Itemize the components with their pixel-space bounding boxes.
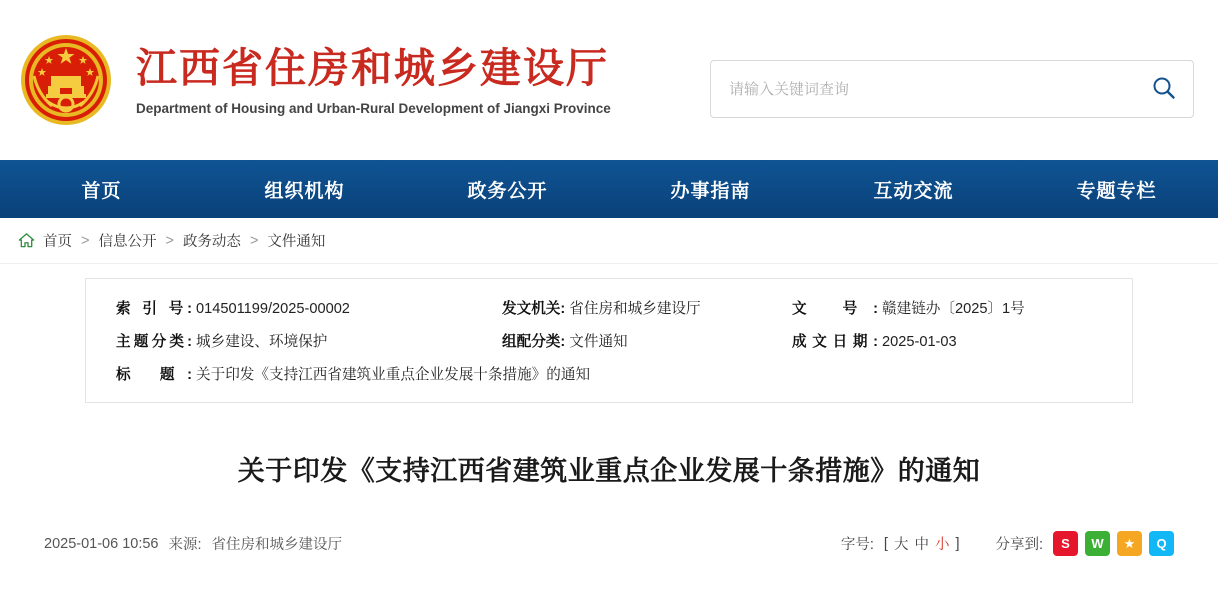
metadata-value: 014501199/2025-00002 [196,301,350,317]
metadata-row-title [116,363,1102,384]
site-title-block [136,44,611,116]
site-title-cn: 江西省住房和城乡建设厅 [136,43,609,92]
search-box[interactable] [710,60,1194,118]
breadcrumb-separator: > [165,232,174,249]
metadata-label: 成文日期: [792,334,878,350]
share-icons [1053,531,1174,556]
search-button[interactable] [1135,61,1193,117]
metadata-row [116,297,1102,318]
article-info [44,533,342,554]
metadata-value: 关于印发《支持江西省建筑业重点企业发展十条措施》的通知 [196,367,591,383]
metadata-label: 组配分类: [502,334,566,350]
article-toolbar [0,521,1218,567]
breadcrumb-item-document-notice[interactable]: 文件通知 [267,234,326,250]
metadata-group-category [502,330,792,351]
metadata-label: 标 题: [116,367,192,383]
metadata-label: 发文机关: [502,301,566,317]
breadcrumb-item-government-news[interactable]: 政务动态 [182,234,241,250]
breadcrumb-separator: > [249,232,259,249]
metadata-value: 省住房和城乡建设厅 [569,301,701,317]
metadata-issuing-agency [502,297,792,318]
breadcrumb-item-info-disclosure[interactable]: 信息公开 [98,234,157,250]
site-title-en: Department of Housing and Urban-Rural Development of Jiangxi Province [136,101,611,117]
breadcrumb-item-home[interactable]: 首页 [43,234,72,250]
nav-item-service-guide[interactable]: 办事指南 [670,180,751,202]
metadata-index-number [116,297,502,318]
source-label: 来源: [168,537,202,554]
metadata-value: 文件通知 [569,334,628,350]
metadata-row [116,330,1102,351]
qq-icon[interactable]: Q [1149,531,1174,556]
nav-item-organization[interactable]: 组织机构 [264,180,345,202]
nav-item-home[interactable]: 首页 [81,180,122,202]
fontsize-large[interactable]: 大 [893,537,909,554]
site-header [0,0,1218,160]
nav-item-interaction[interactable]: 互动交流 [873,180,954,202]
breadcrumb-separator: > [81,232,90,249]
metadata-title [116,363,590,384]
fontsize-switcher [884,533,960,554]
metadata-subject-category [116,330,502,351]
sina-weibo-icon[interactable]: S [1053,531,1078,556]
metadata-label: 索 引 号: [116,301,192,317]
source-value: 省住房和城乡建设厅 [211,537,343,554]
sohu-icon[interactable]: ★ [1117,531,1142,556]
metadata-value: 城乡建设、环境保护 [196,334,328,350]
fontsize-small[interactable]: 小 [934,537,950,554]
main-navigation [0,160,1218,218]
metadata-value: 2025-01-03 [882,334,957,350]
fontsize-label: 字号: [840,537,874,554]
document-metadata-box [85,278,1133,403]
search-icon [1151,75,1177,104]
search-input[interactable] [711,81,1135,98]
national-emblem-icon [18,32,114,128]
metadata-label: 文 号: [792,301,878,317]
bracket-open: [ [883,535,888,552]
share-label: 分享到: [995,537,1043,554]
wechat-icon[interactable]: W [1085,531,1110,556]
nav-item-special-columns[interactable]: 专题专栏 [1076,180,1157,202]
page-title: 关于印发《支持江西省建筑业重点企业发展十条措施》的通知 [237,456,981,487]
metadata-label: 主题分类: [116,334,192,350]
metadata-completion-date [792,330,1102,351]
article-tools [841,531,1174,556]
breadcrumb [0,218,1218,264]
home-icon [18,232,35,249]
nav-item-government-affairs[interactable]: 政务公开 [467,180,548,202]
metadata-value: 赣建链办〔2025〕1号 [882,301,1025,317]
publish-date: 2025-01-06 10:56 [44,535,159,552]
bracket-close: ] [955,535,960,552]
fontsize-medium[interactable]: 中 [914,537,929,554]
metadata-document-number [792,297,1102,318]
